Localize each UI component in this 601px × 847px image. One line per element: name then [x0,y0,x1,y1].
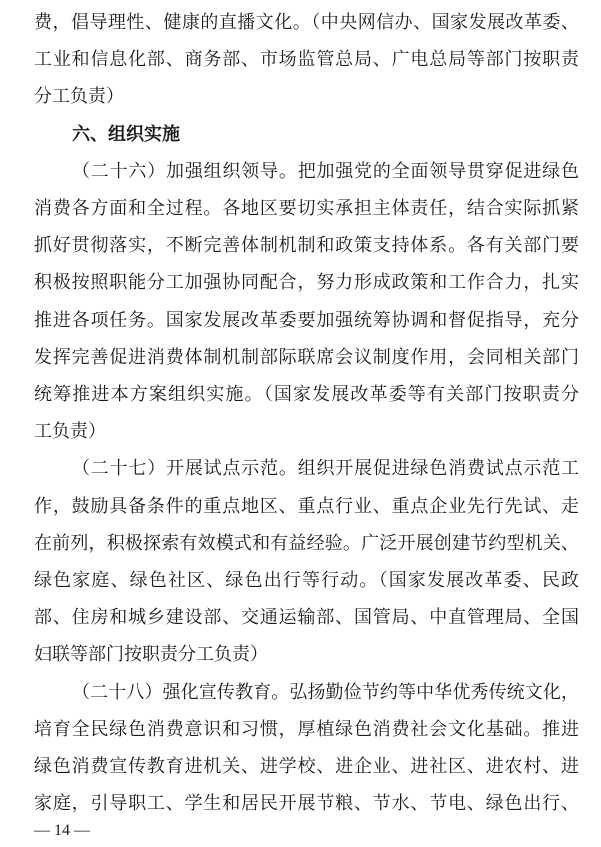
text-line: 费，倡导理性、健康的直播文化。（中央网信办、国家发展改革委、 [34,12,579,33]
text-line: （二十七）开展试点示范。组织开展促进绿色消费试点示范工 [72,458,579,480]
text-line: 积极按照职能分工加强协同配合，努力形成政策和工作合力，扎实 [34,272,579,294]
text-line: 培育全民绿色消费意识和习惯，厚植绿色消费社会文化基础。推进 [34,718,579,740]
section-heading: 六、组织实施 [72,123,180,145]
text-line: 消费各方面和全过程。各地区要切实承担主体责任，结合实际抓紧 [34,198,579,219]
text-line: 绿色家庭、绿色社区、绿色出行等行动。（国家发展改革委、民政 [34,570,579,591]
text-line: 工负责） [34,421,106,443]
text-line: 家庭，引导职工、学生和居民开展节粮、节水、节电、绿色出行、 [34,793,579,815]
text-line: 作，鼓励具备条件的重点地区、重点行业、重点企业先行先试、走 [34,495,579,517]
text-line: 推进各项任务。国家发展改革委要加强统筹协调和督促指导，充分 [34,309,579,331]
text-line: 妇联等部门按职责分工负责） [34,644,268,666]
text-line: （二十八）强化宣传教育。弘扬勤俭节约等中华优秀传统文化， [72,681,579,703]
text-line: 发挥完善促进消费体制机制部际联席会议制度作用，会同相关部门 [34,346,579,368]
text-line: 在前列，积极探索有效模式和有益经验。广泛开展创建节约型机关、 [34,532,579,554]
page-number: — 14 — [34,822,90,839]
text-line: （二十六）加强组织领导。把加强党的全面领导贯穿促进绿色 [72,160,579,182]
text-line: 分工负责） [34,86,124,108]
text-line: 抓好贯彻落实，不断完善体制机制和政策支持体系。各有关部门要 [34,235,579,257]
text-line: 工业和信息化部、商务部、市场监管总局、广电总局等部门按职责 [34,49,579,71]
text-line: 绿色消费宣传教育进机关、进学校、进企业、进社区、进农村、进 [34,756,579,777]
text-line: 统筹推进本方案组织实施。（国家发展改革委等有关部门按职责分 [34,384,579,405]
text-line: 部、住房和城乡建设部、交通运输部、国管局、中直管理局、全国 [34,607,579,629]
